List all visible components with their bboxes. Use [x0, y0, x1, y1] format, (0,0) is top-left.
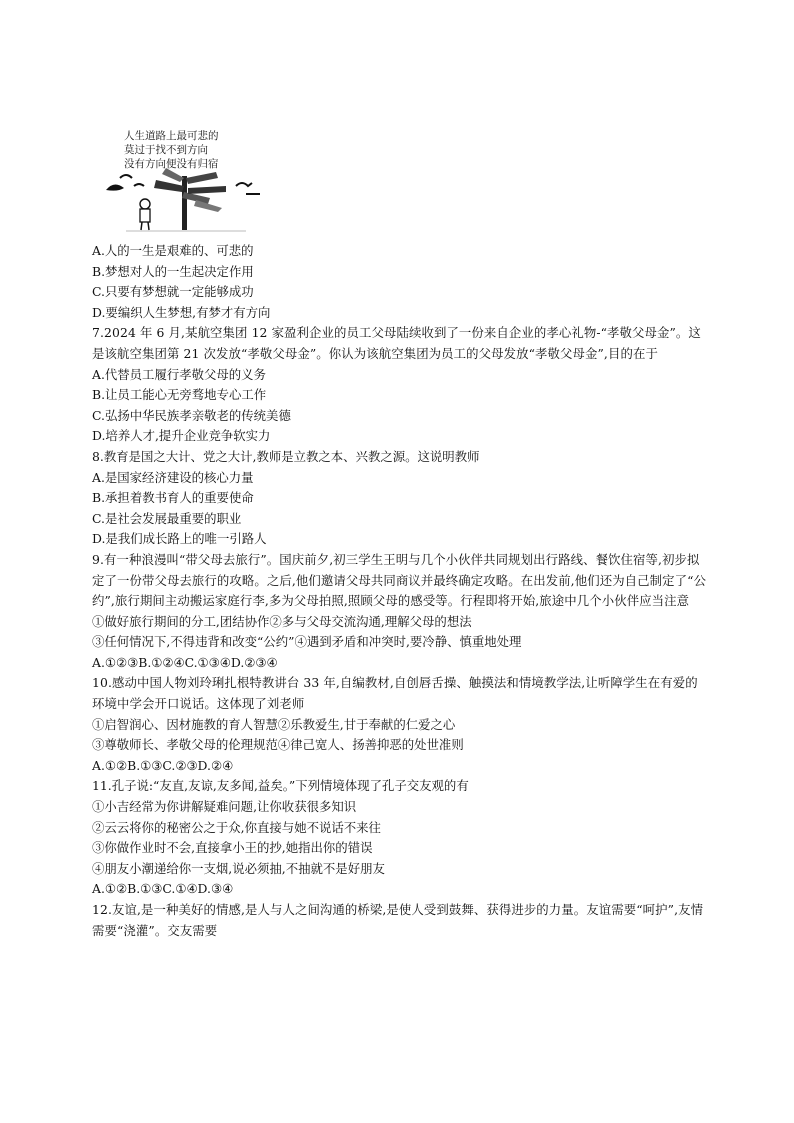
q10-answer-choices: A.①②B.①③C.②③D.②④ [92, 757, 234, 773]
cartoon-caption-line: 没有方向便没有归宿 [124, 158, 219, 170]
q11-item-line: ②云云将你的秘密公之于众,你直接与她不说话不来往 [92, 819, 381, 835]
q8-option-b: B.承担着教书育人的重要使命 [92, 490, 254, 506]
q11-item-line: ①小吉经常为你讲解疑难问题,让你收获很多知识 [92, 799, 357, 815]
q6-option-c: C.只要有梦想就一定能够成功 [92, 284, 254, 300]
q6-option-d: D.要编织人生梦想,有梦才有方向 [92, 304, 271, 320]
q9-answer-choices: A.①②③B.①②④C.①③④D.②③④ [92, 654, 278, 670]
q9-item-line: ①做好旅行期间的分工,团结协作②多与父母交流沟通,理解父母的想法 [92, 613, 472, 629]
q8-option-d: D.是我们成长路上的唯一引路人 [92, 531, 267, 547]
exam-page [92, 128, 707, 941]
q11-item-line: ③你做作业时不会,直接拿小王的抄,她指出你的错误 [92, 840, 373, 856]
q7-option-d: D.培养人才,提升企业竞争软实力 [92, 428, 271, 444]
q6-option-b: B.梦想对人的一生起决定作用 [92, 263, 254, 279]
q9-item-line: ③任何情况下,不得违背和改变“公约”④遇到矛盾和冲突时,要冷静、慎重地处理 [92, 634, 522, 650]
q10-stem: 10.感动中国人物刘玲琍扎根特教讲台 33 年,自编教材,自创唇舌操、触摸法和情境教学法,让听障学生在有爱的环境中学会开口说话。这体现了刘老师 [92, 675, 698, 712]
cartoon-caption-line: 莫过于找不到方向 [124, 144, 208, 156]
q9-stem: 9.有一种浪漫叫“带父母去旅行”。国庆前夕,初三学生王明与几个小伙伴共同规划出行路线、餐饮住宿等,初步拟定了一份带父母去旅行的攻略。之后,他们邀请父母共同商议并最终确定攻略。在出发前,他们还为自己制定了“公约”,旅行期间主动搬运家庭行李,多为父母拍照,照顾父母的感受等。行程即将开始,旅途中几个小伙伴应当注意 [92, 551, 707, 609]
q11-item-line: ④朋友小潮递给你一支烟,说必须抽,不抽就不是好朋友 [92, 860, 385, 876]
q10-item-line: ③尊敬师长、孝敬父母的伦理规范④律己宽人、扬善抑恶的处世准则 [92, 737, 464, 753]
q7-option-a: A.代替员工履行孝敬父母的义务 [92, 366, 266, 382]
q10-item-line: ①启智润心、因材施教的育人智慧②乐教爱生,甘于奉献的仁爱之心 [92, 716, 456, 732]
q7-option-b: B.让员工能心无旁骛地专心工作 [92, 387, 267, 403]
q12-stem: 12.友谊,是一种美好的情感,是人与人之间沟通的桥梁,是使人受到鼓舞、获得进步的力量。友谊需要“呵护”,友情需要“浇灌”。交友需要 [92, 902, 704, 938]
cartoon-caption-line: 人生道路上最可悲的 [124, 130, 219, 142]
signpost-cartoon-image [96, 128, 266, 233]
q7-stem: 7.2024 年 6 月,某航空集团 12 家盈利企业的员工父母陆续收到了一份来自企业的孝心礼物-“孝敬父母金”。这是该航空集团第 21 次发放“孝敬父母金”。你认为该航空集团为员工的父母发放“孝敬父母金”,目的在于 [92, 325, 701, 361]
q8-option-c: C.是社会发展最重要的职业 [92, 510, 242, 526]
q8-option-a: A.是国家经济建设的核心力量 [92, 469, 254, 485]
q11-answer-choices: A.①②B.①③C.①④D.③④ [92, 881, 234, 897]
q11-stem: 11.孔子说:“友直,友谅,友多闻,益矣。”下列情境体现了孔子交友观的有 [92, 778, 469, 794]
q8-stem: 8.教育是国之大计、党之大计,教师是立教之本、兴教之源。这说明教师 [92, 448, 480, 464]
q7-option-c: C.弘扬中华民族孝亲敬老的传统美德 [92, 407, 291, 423]
q6-option-a: A.人的一生是艰难的、可悲的 [92, 243, 254, 258]
cartoon-illustration [96, 128, 266, 233]
